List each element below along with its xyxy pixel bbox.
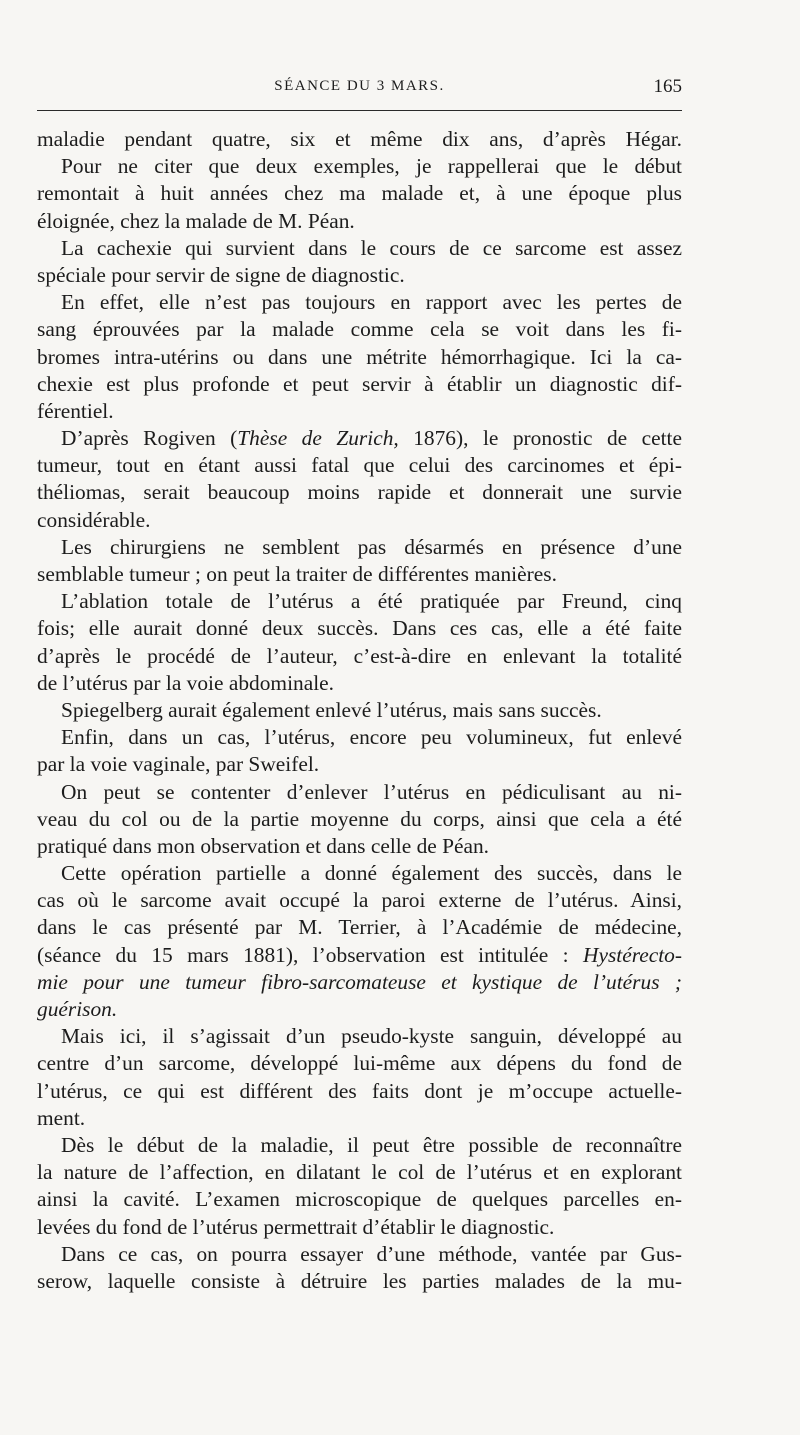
text-line: Spiegelberg aurait également enlevé l’utérus, mais sans succès. — [61, 697, 602, 722]
text-line — [37, 942, 682, 969]
text-line: l’utérus, ce qui est différent des faits dont je m’occupe actuelle- — [37, 1078, 682, 1103]
text-line: fois; elle aurait donné deux succès. Dans ces cas, elle a été faite — [37, 616, 682, 641]
italic-span: guérison. — [37, 997, 118, 1021]
header-rule — [37, 110, 682, 111]
text-line: La cachexie qui survient dans le cours de ce sarcome est assez — [61, 235, 682, 260]
text-line: chexie est plus profonde et peut servir à établir un diagnostic dif- — [37, 371, 682, 396]
text-line: ment. — [37, 1105, 86, 1130]
text-line — [37, 996, 682, 1023]
text-line: centre d’un sarcome, développé lui-même aux dépens du fond de — [37, 1051, 682, 1076]
running-title: SÉANCE DU 3 MARS. — [274, 78, 445, 94]
text-line: éloignée, chez la malade de M. Péan. — [37, 208, 355, 233]
text-line: serow, laquelle consiste à détruire les parties malades de la mu- — [37, 1268, 682, 1293]
text-span: (séance du 15 mars 1881), l’observation est intitulée : — [37, 942, 584, 967]
text-span: 1876), le pronostic de cette — [398, 426, 682, 451]
text-span: D’après Rogiven ( — [61, 426, 238, 451]
text-line: En effet, elle n’est pas toujours en rapport avec les pertes de — [61, 290, 682, 315]
body-text — [37, 126, 682, 1295]
italic-span: mie pour une tumeur fibro-sarcomateuse et kystique de l’utérus ; — [37, 969, 682, 994]
text-line: de l’utérus par la voie abdominale. — [37, 670, 334, 695]
text-line: Dès le début de la maladie, il peut être possible de reconnaître — [61, 1132, 682, 1157]
text-line: Pour ne citer que deux exemples, je rappellerai que le début — [61, 154, 682, 179]
text-line: considérable. — [37, 507, 151, 532]
text-line: pratiqué dans mon observation et dans celle de Péan. — [37, 833, 490, 858]
text-line — [37, 425, 682, 452]
text-line: dans le cas présenté par M. Terrier, à l’Académie de médecine, — [37, 915, 682, 940]
text-line: maladie pendant quatre, six et même dix ans, d’après Hégar. — [37, 127, 682, 151]
text-line: Dans ce cas, on pourra essayer d’une méthode, vantée par Gus- — [61, 1241, 682, 1266]
text-line: On peut se contenter d’enlever l’utérus en pédiculisant au ni- — [61, 779, 682, 804]
text-line: Mais ici, il s’agissait d’un pseudo-kyste sanguin, développé au — [61, 1024, 682, 1049]
text-line: levées du fond de l’utérus permettrait d’établir le diagnostic. — [37, 1214, 555, 1239]
text-line: théliomas, serait beaucoup moins rapide et donnerait une survie — [37, 480, 682, 505]
text-line: la nature de l’affection, en dilatant le col de l’utérus et en explorant — [37, 1160, 682, 1185]
text-line: tumeur, tout en étant aussi fatal que celui des carcinomes et épi- — [37, 453, 682, 478]
book-page — [37, 0, 682, 1435]
text-line — [37, 969, 682, 996]
text-line: par la voie vaginale, par Sweifel. — [37, 752, 320, 777]
text-line: d’après le procédé de l’auteur, c’est-à-dire en enlevant la totalité — [37, 643, 682, 668]
page-number: 165 — [653, 76, 682, 97]
italic-span: Hystérecto- — [583, 942, 682, 967]
text-line: remontait à huit années chez ma malade et, à une époque plus — [37, 181, 682, 206]
running-header — [37, 76, 682, 98]
text-line: veau du col ou de la partie moyenne du corps, ainsi que cela a été — [37, 806, 682, 831]
text-line: cas où le sarcome avait occupé la paroi externe de l’utérus. Ainsi, — [37, 888, 682, 913]
text-line: Enfin, dans un cas, l’utérus, encore peu volumineux, fut enlevé — [61, 725, 682, 750]
text-line: L’ablation totale de l’utérus a été pratiquée par Freund, cinq — [61, 589, 682, 614]
text-line: spéciale pour servir de signe de diagnostic. — [37, 262, 405, 287]
text-line: semblable tumeur ; on peut la traiter de différentes manières. — [37, 562, 557, 586]
text-line: bromes intra-utérins ou dans une métrite hémorrhagique. Ici la ca- — [37, 344, 682, 369]
italic-span: Thèse de Zurich, — [237, 426, 399, 451]
text-line: sang éprouvées par la malade comme cela se voit dans les fi- — [37, 317, 682, 342]
text-line: férentiel. — [37, 398, 114, 423]
text-line: Les chirurgiens ne semblent pas désarmés en présence d’une — [61, 534, 682, 559]
text-line: ainsi la cavité. L’examen microscopique de quelques parcelles en- — [37, 1187, 682, 1212]
text-line: Cette opération partielle a donné également des succès, dans le — [61, 861, 682, 886]
